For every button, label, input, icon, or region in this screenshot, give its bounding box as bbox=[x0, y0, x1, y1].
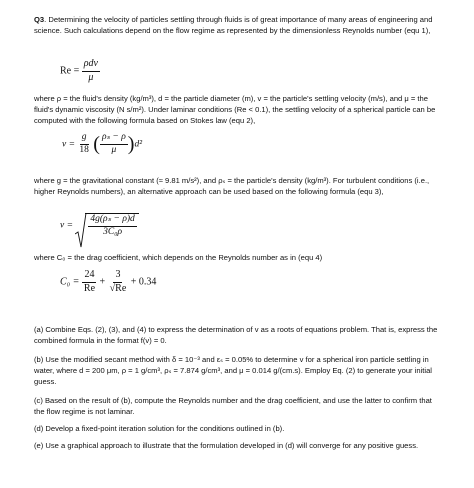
eq1-lhs: Re = bbox=[60, 65, 80, 77]
part-c: (c) Based on the result of (b), compute the Reynolds number and the drag coefficient, and use the latter to confirm that the flow regime is not laminar. bbox=[34, 396, 432, 417]
where-paragraph-2: where g = the gravitational constant (≈ 9.81 m/s²), and ρₛ = the particle's density (kg/m³). For turbulent conditions (i.e., higher Reynolds numbers), an alternative approach can be used based on the following formula (equ 3), bbox=[34, 176, 430, 197]
eq2-frac2-denominator: μ bbox=[111, 145, 117, 155]
sqrt-sign-icon bbox=[75, 212, 87, 248]
eq2-frac1-numerator: g bbox=[80, 133, 89, 145]
eq4-tail: + 0.34 bbox=[130, 276, 157, 288]
eq1-denominator: μ bbox=[88, 71, 94, 83]
eq2-tail: d² bbox=[134, 139, 143, 150]
eq3-denominator: 3C₀ρ bbox=[103, 226, 123, 237]
eq4-term1-denominator: Re bbox=[83, 282, 96, 294]
eq2-lhs: v = bbox=[62, 139, 76, 150]
question-intro bbox=[34, 14, 439, 36]
eq4-term2-denominator: √Re bbox=[109, 282, 127, 294]
eq2-frac1-denominator: 18 bbox=[79, 145, 89, 155]
eq3-numerator: 4g(ρₛ − ρ)d bbox=[88, 215, 136, 227]
eq2-frac2-numerator: ρₛ − ρ bbox=[100, 133, 128, 145]
eq1-numerator: ρdv bbox=[82, 59, 100, 72]
eq4-plus: + bbox=[99, 276, 106, 288]
part-b: (b) Use the modified secant method with δ = 10⁻³ and εₛ = 0.05% to determine v for a spherical iron particle settling in water, where d = 200 μm, ρ = 1 g/cm³, ρₛ = 7.874 g/cm³, and μ = 0.014 g/(cm.s). Employ Eq. (2) to generate your initial guess. bbox=[34, 355, 432, 387]
question-label: Q3 bbox=[34, 15, 45, 24]
eq3-radical bbox=[75, 213, 138, 238]
eq4-term1-numerator: 24 bbox=[82, 270, 96, 283]
equation-1 bbox=[60, 59, 100, 83]
equation-4 bbox=[60, 270, 156, 294]
where-paragraph-1: where ρ = the fluid's density (kg/m³), d = the particle diameter (m), v = the particle's settling velocity (m/s), and μ = the fluid's dynamic viscosity (N s/m²). Under laminar conditions (Re < 0.1), the settling velocity of a spherical particle can be computed with the following formula based on Stokes law (equ 2), bbox=[34, 94, 436, 126]
eq3-lhs: v = bbox=[60, 220, 74, 231]
equation-2 bbox=[62, 133, 142, 156]
question-intro-text: . Determining the velocity of particles settling through fluids is of great importance of many areas of engineering and science. Such calculations depend on the flow regime as represented by the dimensionless Reynolds number (equ 1), bbox=[34, 15, 433, 36]
eq4-lhs: C₀ = bbox=[60, 276, 80, 288]
part-e: (e) Use a graphical approach to illustrate that the formulation developed in (d) will converge for any positive guess. bbox=[34, 441, 419, 450]
part-d: (d) Develop a fixed-point iteration solution for the conditions outlined in (b). bbox=[34, 424, 285, 433]
eq4-term2-numerator: 3 bbox=[113, 270, 122, 283]
eq2-left-paren: ( bbox=[93, 133, 100, 155]
equation-3 bbox=[60, 213, 139, 238]
part-a: (a) Combine Eqs. (2), (3), and (4) to express the determination of v as a roots of equations problem. That is, express the combined formula in the format f(v) = 0. bbox=[34, 325, 438, 346]
where-paragraph-3: where C₀ = the drag coefficient, which depends on the Reynolds number as in (equ 4) bbox=[34, 253, 323, 262]
eq2-right-paren: ) bbox=[127, 133, 135, 155]
